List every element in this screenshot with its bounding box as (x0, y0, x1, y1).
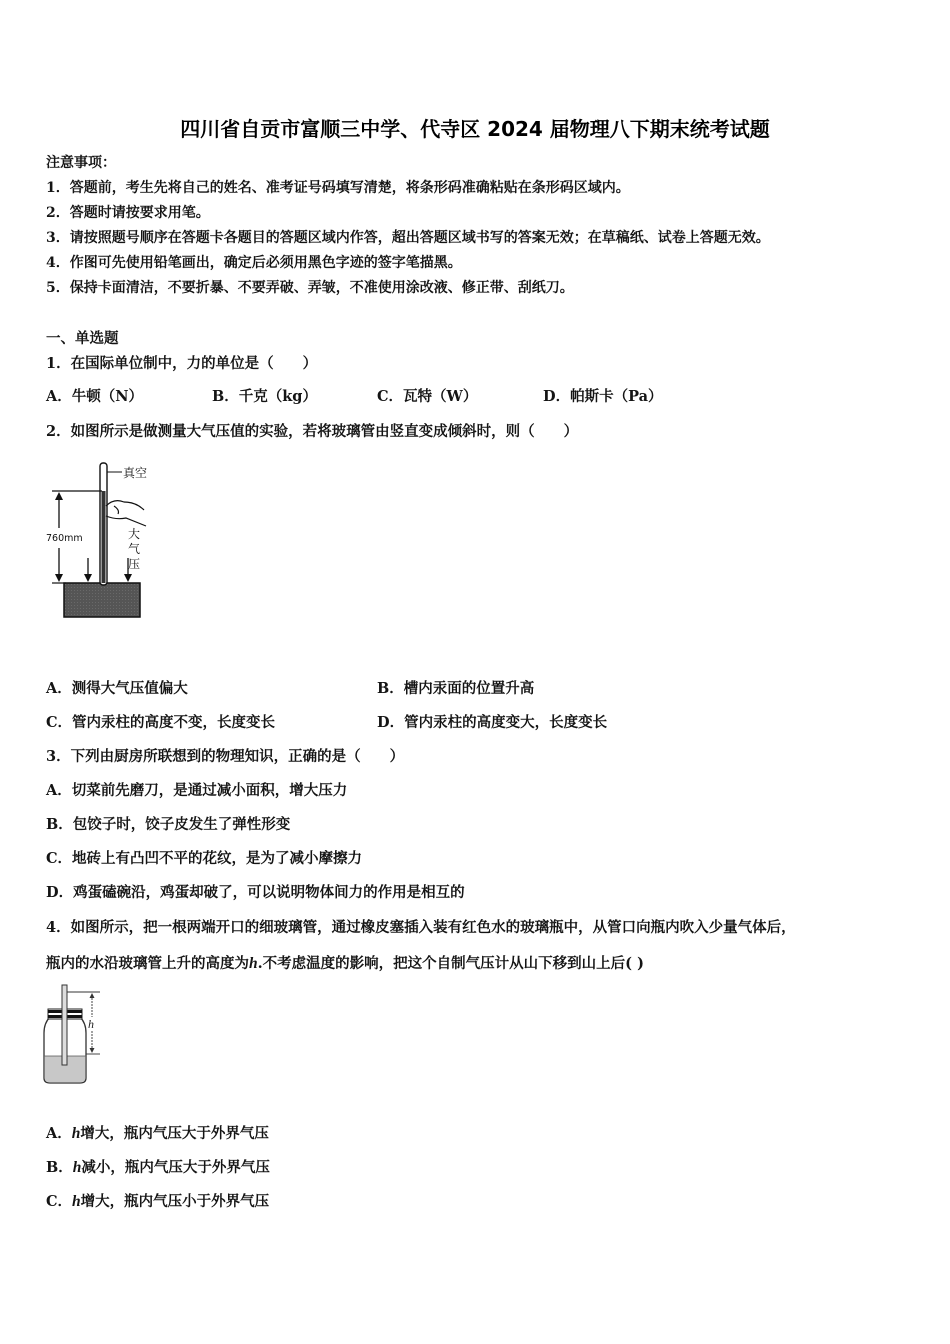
option-a-text: 增大，瓶内气压大于外界气压 (80, 1125, 269, 1142)
question-1-option-d: D．帕斯卡（Pa） (543, 388, 663, 405)
question-3-option-b: B．包饺子时，饺子皮发生了弹性形变 (46, 816, 291, 833)
question-4-option-b (46, 1156, 270, 1177)
question-2-option-c: C．管内汞柱的高度不变，长度变长 (46, 714, 276, 731)
homemade-barometer-figure (40, 983, 110, 1088)
question-4-option-c (46, 1190, 269, 1211)
variable-h: h (72, 1193, 81, 1210)
question-3-option-a: A．切菜前先磨刀，是通过减小面积，增大压力 (46, 782, 348, 799)
notice-item-5: 5．保持卡面清洁，不要折暴、不要弄破、弄皱，不准使用涂改液、修正带、刮纸刀。 (46, 280, 574, 296)
option-c-text: 增大，瓶内气压小于外界气压 (80, 1193, 270, 1210)
bottle-barometer-diagram-icon (40, 983, 110, 1088)
variable-h: h (72, 1159, 82, 1176)
question-2-option-a: A．测得大气压值偏大 (46, 680, 188, 697)
exam-title: 四川省自贡市富顺三中学、代寺区 2024 届物理八下期末统考试题 (180, 117, 770, 141)
option-b-text: 减小，瓶内气压大于外界气压 (81, 1159, 270, 1176)
variable-h: h (71, 1125, 81, 1142)
question-3-stem: 3．下列由厨房所联想到的物理知识，正确的是（ ） (46, 748, 405, 765)
notice-heading: 注意事项： (46, 155, 116, 171)
svg-text:气: 气 (128, 542, 141, 556)
torricelli-experiment-figure (44, 458, 164, 623)
question-4-stem-text-after: .不考虑温度的影响，把这个自制气压计从山下移到山上后( ) (257, 955, 644, 972)
svg-text:大: 大 (128, 527, 141, 541)
question-4-stem-line-1: 4．如图所示，把一根两端开口的细玻璃管，通过橡皮塞插入装有红色水的玻璃瓶中，从管口向瓶内吹入少量气体后， (46, 919, 796, 936)
barometer-diagram-icon (44, 458, 164, 623)
svg-text:h: h (88, 1017, 94, 1031)
notice-item-3: 3．请按照题号顺序在答题卡各题目的答题区域内作答，超出答题区域书写的答案无效；在草稿纸、试卷上答题无效。 (46, 230, 770, 246)
question-1-stem: 1．在国际单位制中，力的单位是（ ） (46, 355, 318, 372)
question-1-option-c: C．瓦特（W） (377, 388, 478, 405)
option-c-prefix: C． (46, 1193, 73, 1210)
question-1-option-b: B．千克（kg） (212, 388, 317, 405)
question-3-option-d: D．鸡蛋磕碗沿，鸡蛋却破了，可以说明物体间力的作用是相互的 (46, 884, 465, 901)
question-2-option-b: B．槽内汞面的位置升高 (377, 680, 535, 697)
question-3-option-c: C．地砖上有凸凹不平的花纹，是为了减小摩擦力 (46, 850, 363, 867)
notice-item-2: 2．答题时请按要求用笔。 (46, 205, 210, 221)
question-4-option-a (46, 1122, 269, 1143)
question-1-option-a: A．牛顿（N） (46, 388, 144, 405)
option-b-prefix: B． (46, 1159, 73, 1176)
question-4-stem-line-2 (46, 952, 644, 973)
notice-item-1: 1．答题前，考生先将自己的姓名、准考证号码填写清楚，将条形码准确粘贴在条形码区域内。 (46, 180, 630, 196)
question-4-stem-text-before: 瓶内的水沿玻璃管上升的高度为 (46, 955, 249, 972)
question-2-option-d: D．管内汞柱的高度变大，长度变长 (377, 714, 608, 731)
notice-item-4: 4．作图可先使用铅笔画出，确定后必须用黑色字迹的签字笔描黑。 (46, 255, 462, 271)
question-2-stem: 2．如图所示是做测量大气压值的实验，若将玻璃管由竖直变成倾斜时，则（ ） (46, 423, 579, 440)
svg-text:760mm: 760mm (46, 533, 83, 544)
variable-h: h (249, 955, 258, 972)
svg-text:压: 压 (128, 557, 141, 571)
svg-text:真空: 真空 (123, 466, 148, 480)
section-heading: 一、单选题 (46, 330, 119, 347)
option-a-prefix: A． (46, 1125, 72, 1142)
